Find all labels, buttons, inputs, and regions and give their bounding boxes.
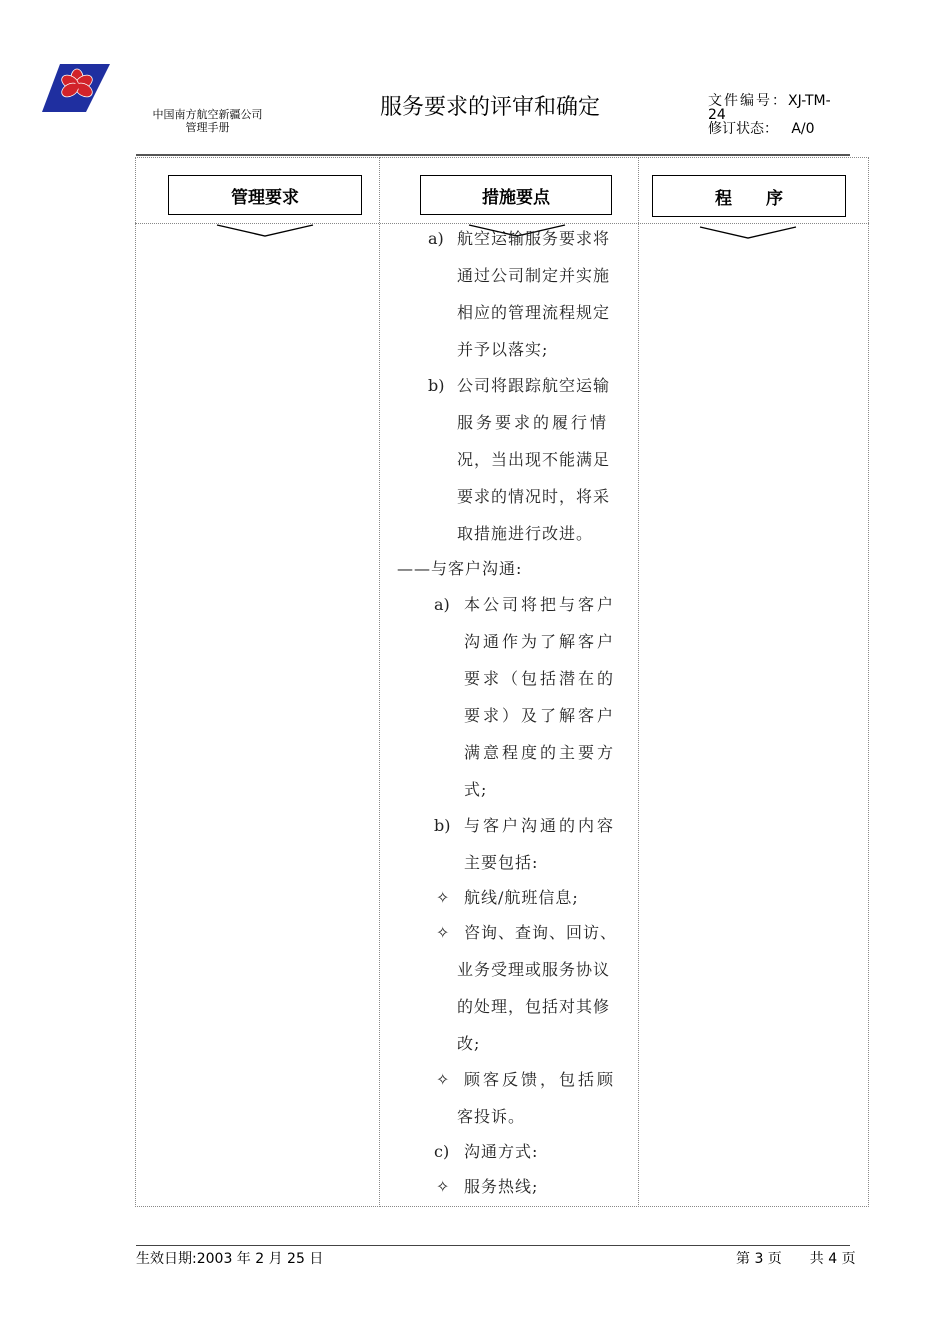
page-number: 第 3 页 共 4 页 [736, 1251, 856, 1267]
bullet-icon: ✧ [436, 888, 450, 907]
list-marker: b) [428, 376, 445, 395]
list-item-line: 要求的情况时，将采 [457, 487, 611, 506]
list-marker: c) [434, 1142, 450, 1161]
list-item-line: 沟通作为了解客户 [464, 632, 617, 651]
list-item-line: 况，当出现不能满足 [457, 450, 611, 469]
list-item-line: 通过公司制定并实施 [457, 266, 611, 285]
bullet-item-line: 顾客反馈，包括顾 [464, 1070, 617, 1089]
company-name-line1: 中国南方航空新疆公司 [152, 108, 263, 121]
section-heading: ——与客户沟通: [397, 559, 523, 578]
revision-label: 修订状态： [708, 121, 778, 137]
list-item-line: 主要包括: [464, 853, 539, 872]
footer-rule [136, 1245, 850, 1246]
bullet-item-line: 改; [457, 1034, 481, 1053]
doc-number: XJ-TM- [788, 93, 831, 109]
column-header-management: 管理要求 [168, 175, 362, 215]
list-item-line: 本公司将把与客户 [464, 595, 617, 614]
bullet-item-line: 咨询、查询、回访、 [464, 923, 618, 942]
list-item-line: 服务要求的履行情 [457, 413, 610, 432]
column-header-procedures: 程 序 [652, 175, 846, 217]
list-item-line: 要求（包括潜在的 [464, 669, 617, 688]
bullet-item: 航线/航班信息; [464, 888, 579, 907]
document-title: 服务要求的评审和确定 [379, 95, 600, 120]
list-marker: b) [434, 816, 451, 835]
bullet-icon: ✧ [436, 923, 450, 942]
bullet-item-line: 客投诉。 [457, 1107, 526, 1126]
doc-number-continued: 24 [708, 107, 726, 123]
bullet-item-line: 的处理，包括对其修 [457, 997, 611, 1016]
column-header-measures: 措施要点 [420, 175, 612, 215]
list-item-line: 满意程度的主要方 [464, 743, 617, 762]
list-item-line: 公司将跟踪航空运输 [457, 376, 611, 395]
list-item-line: 沟通方式: [464, 1142, 539, 1161]
bullet-item-line: 业务受理或服务协议 [457, 960, 611, 979]
bullet-icon: ✧ [436, 1070, 450, 1089]
list-marker: a) [428, 229, 444, 248]
list-item-line: 要求）及了解客户 [464, 706, 617, 725]
company-name-line2: 管理手册 [185, 121, 230, 134]
list-item-line: 式; [464, 780, 488, 799]
list-item-line: 并予以落实; [457, 340, 549, 359]
list-item-line: 取措施进行改进。 [457, 524, 594, 543]
list-item-line: 与客户沟通的内容 [464, 816, 617, 835]
bullet-item: 服务热线; [464, 1177, 539, 1196]
doc-number-label: 文件编号： [708, 93, 788, 109]
list-item-line: 相应的管理流程规定 [457, 303, 611, 322]
list-marker: a) [434, 595, 450, 614]
list-item-line: 航空运输服务要求将 [457, 229, 611, 248]
revision-value: A/0 [791, 121, 815, 137]
bullet-icon: ✧ [436, 1177, 450, 1196]
effective-date: 生效日期:2003 年 2 月 25 日 [136, 1251, 324, 1267]
